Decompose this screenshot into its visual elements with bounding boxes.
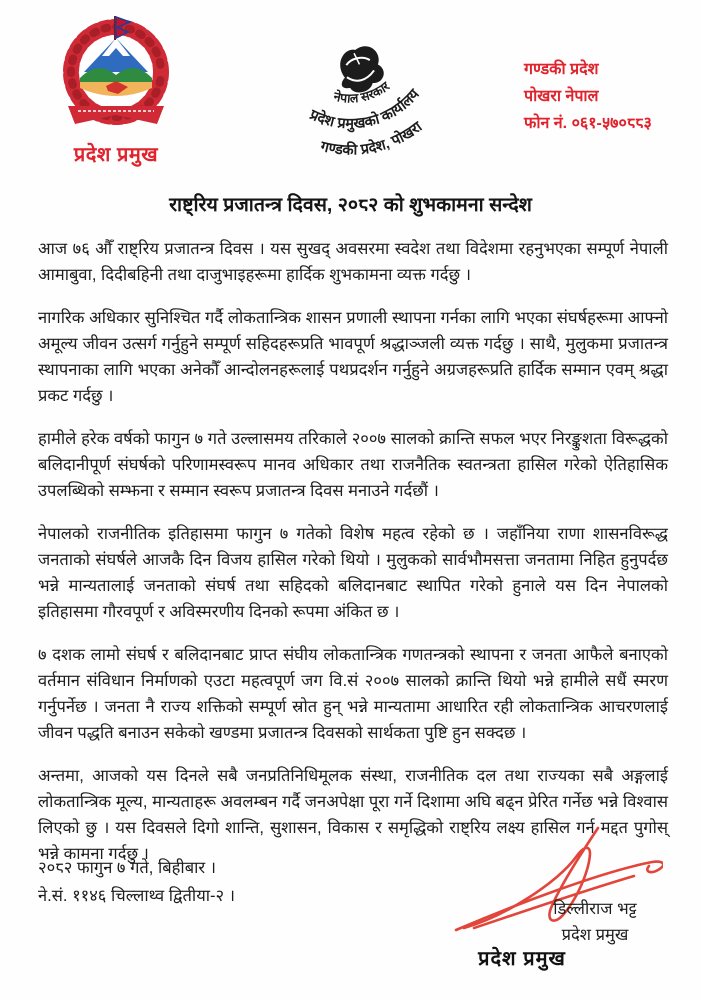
- letterhead-left: [48, 14, 184, 167]
- letter-body: [38, 236, 668, 884]
- seal-text-government: नेपाल सरकार: [332, 79, 393, 106]
- paragraph-closing-wish: अन्तमा, आजको यस दिनले सबै जनप्रतिनिधिमूलक संस्था, राजनीतिक दल तथा राज्यका सबै अङ्गलाई लोकतान्त्रिक मूल्य, मान्यताहरू अवलम्बन गर्दै जनअपेक्षा पूरा गर्ने दिशामा अघि बढ्न प्रेरित गर्नेछ भन्ने विश्वास लिएको छु । यस दिवसले दिगो शान्ति, सुशासन, विकास र समृद्धिको राष्ट्रिय लक्ष्य हासिल गर्न मद्दत पुगोस् भन्ने कामना गर्दछु ।: [38, 767, 668, 863]
- office-round-seal-icon: [272, 44, 462, 194]
- phone-number: फोन नं. ०६१-५७०८८३: [524, 115, 652, 132]
- paragraph-2007-revolution: हामीले हरेक वर्षको फागुन ७ गते उल्लासमय तरिकाले २००७ सालको क्रान्ति सफल भएर निरङ्कुशता विरूद्धको बलिदानीपूर्ण संघर्षको परिणामस्वरूप मानव अधिकार तथा राजनैतिक स्वतन्त्रता हासिल गरेको ऐतिहासिक उपलब्धिको सम्झना र सम्मान स्वरूप प्रजातन्त्र दिवस मनाउने गर्दछौं ।: [38, 430, 668, 500]
- province-name: गण्डकी प्रदेश: [524, 61, 599, 78]
- date-bs: २०८२ फागुन ७ गते, बिहीबार ।: [38, 859, 216, 877]
- date-block: [38, 854, 235, 910]
- paragraph-historic-day: नेपालको राजनीतिक इतिहासमा फागुन ७ गतेको विशेष महत्व रहेको छ । जहाँनिया राणा शासनविरूद्ध जनताको संघर्षले आजकै दिन विजय हासिल गरेको थियो । मुलुकको सार्वभौमसत्ता जनतामा निहित हुनुपर्दछ भन्ने मान्यतालाई जनताको संघर्ष तथा सहिदको बलिदानबाट स्थापित गरेको हुनाले यस दिन नेपालको इतिहासमा गौरवपूर्ण र अविस्मरणीय दिनको रूपमा अंकित छ ।: [38, 525, 668, 621]
- seal-text-office: प्रदेश प्रमुखको कार्यालय: [307, 86, 423, 133]
- seal-text-province: गण्डकी प्रदेश, पोखरा: [318, 119, 426, 159]
- city-name: पोखरा नेपाल: [524, 88, 599, 105]
- letter-title: राष्ट्रिय प्रजातन्त्र दिवस, २०८२ को शुभकामना सन्देश: [169, 194, 532, 216]
- paragraph-greeting: आज ७६ औँ राष्ट्रिय प्रजातन्त्र दिवस । यस सुखद् अवसरमा स्वदेश तथा विदेशमा रहनुभएका सम्पूर्ण नेपाली आमाबुवा, दिदीबहिनी तथा दाजुभाइहरूमा हार्दिक शुभकामना व्यक्त गर्दछु ।: [38, 240, 668, 284]
- paragraph-constitution: ७ दशक लामो संघर्ष र बलिदानबाट प्राप्त संघीय लोकतान्त्रिक गणतन्त्रको स्थापना र जनता आफैले बनाएको वर्तमान संविधान निर्माणको एउटा महत्वपूर्ण जग वि.सं २००७ सालको क्रान्ति थियो भन्ने हामीले सधैं स्मरण गर्नुपर्नेछ । जनता नै राज्य शक्तिको सम्पूर्ण स्रोत हुन् भन्ने मान्यतामा आधारित रही लोकतान्त्रिक आचरणलाई जीवन पद्धति बनाउन सकेको खण्डमा प्रजातन्त्र दिवसको सार्थकता पुष्टि हुन सक्दछ ।: [38, 646, 668, 742]
- letterhead-contact: [524, 56, 696, 137]
- nepal-emblem-icon: [54, 14, 178, 132]
- stamped-designation: प्रदेश प्रमुख: [478, 948, 566, 970]
- office-seal: [272, 44, 462, 194]
- signatory-title: प्रदेश प्रमुख: [561, 926, 629, 944]
- office-label: प्रदेश प्रमुख: [73, 144, 159, 166]
- signatory-name: डिल्लीराज भट्ट: [553, 900, 637, 918]
- date-ns: ने.सं. ११४६ चिल्लाथ्व द्वितीया-२ ।: [38, 887, 235, 905]
- paragraph-martyrs-tribute: नागरिक अधिकार सुनिश्चित गर्दै लोकतान्त्रिक शासन प्रणाली स्थापना गर्नका लागि भएका संघर्षहरूमा आफ्नो अमूल्य जीवन उत्सर्ग गर्नुहुने सम्पूर्ण सहिदहरूप्रति भावपूर्ण श्रद्धाञ्जली व्यक्त गर्दछु । साथै, मुलुकमा प्रजातन्त्र स्थापनाका लागि भएका अनेकौँ आन्दोलनहरूलाई पथप्रदर्शन गर्नुहुने अग्रजहरूप्रति हार्दिक सम्मान एवम् श्रद्धा प्रकट गर्दछु ।: [38, 309, 668, 405]
